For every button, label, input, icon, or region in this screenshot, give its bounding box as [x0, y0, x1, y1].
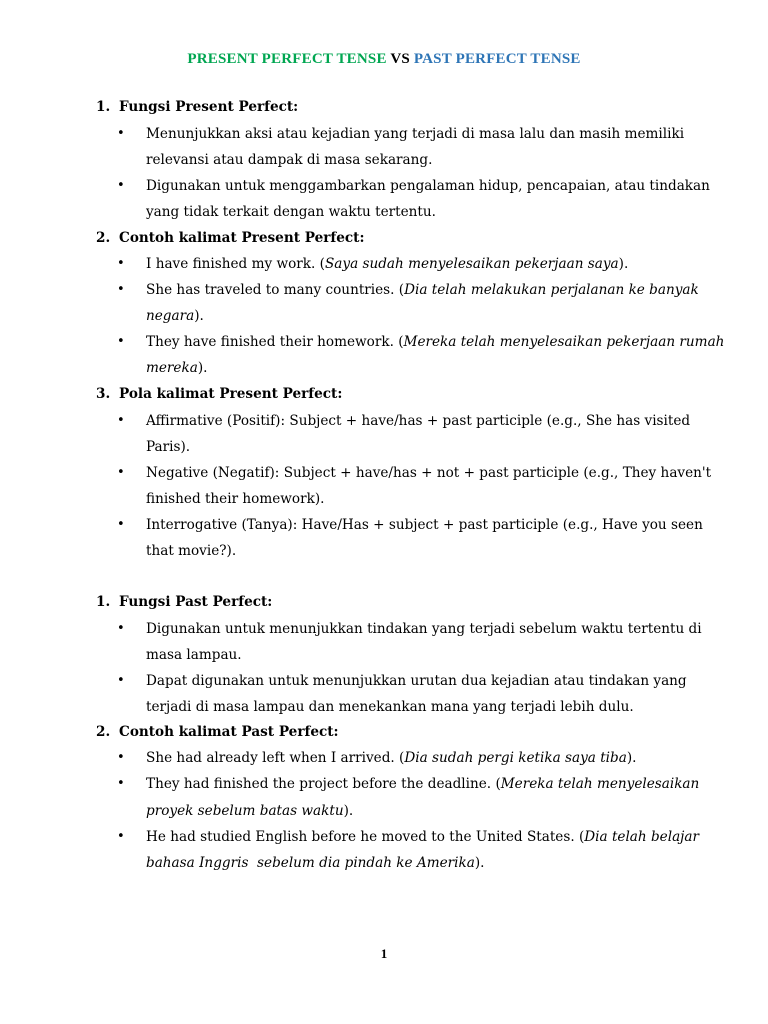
list-item: He had studied English before he moved to the United States. (Dia telah belajar: [146, 829, 699, 845]
section-number: 2.: [96, 230, 111, 246]
title-present-perfect: PRESENT PERFECT TENSE: [187, 51, 387, 67]
list-item-cont: bahasa Inggris sebelum dia pindah ke Amerika).: [146, 855, 485, 871]
list-item: Digunakan untuk menunjukkan tindakan yang terjadi sebelum waktu tertentu di: [146, 621, 702, 637]
list-item-cont: proyek sebelum batas waktu).: [146, 803, 354, 819]
list-item-cont: finished their homework).: [146, 491, 325, 507]
page-title: [0, 51, 768, 68]
bullet-icon: •: [117, 465, 125, 480]
section-heading: Contoh kalimat Past Perfect:: [119, 724, 339, 740]
list-item-cont: terjadi di masa lampau dan menekankan mana yang terjadi lebih dulu.: [146, 699, 634, 715]
list-item-cont: masa lampau.: [146, 647, 242, 663]
list-item-cont: negara).: [146, 308, 204, 324]
bullet-icon: •: [117, 126, 125, 141]
section-heading: Contoh kalimat Present Perfect:: [119, 230, 365, 246]
list-item: She had already left when I arrived. (Dia sudah pergi ketika saya tiba).: [146, 750, 637, 766]
bullet-icon: •: [117, 282, 125, 297]
list-item: They had finished the project before the deadline. (Mereka telah menyelesaikan: [146, 776, 700, 792]
list-item-cont: Paris).: [146, 439, 191, 455]
bullet-icon: •: [117, 750, 125, 765]
section-number: 1.: [96, 594, 111, 610]
section-number: 1.: [96, 99, 111, 115]
bullet-icon: •: [117, 256, 125, 271]
list-item-cont: mereka).: [146, 360, 208, 376]
list-item: Dapat digunakan untuk menunjukkan urutan dua kejadian atau tindakan yang: [146, 673, 687, 689]
title-vs: VS: [390, 51, 410, 67]
bullet-icon: •: [117, 621, 125, 636]
section-number: 3.: [96, 386, 111, 402]
list-item: They have finished their homework. (Mereka telah menyelesaikan pekerjaan rumah: [146, 334, 725, 350]
bullet-icon: •: [117, 413, 125, 428]
section-number: 2.: [96, 724, 111, 740]
list-item-cont: that movie?).: [146, 543, 237, 559]
list-item: She has traveled to many countries. (Dia telah melakukan perjalanan ke banyak: [146, 282, 699, 298]
bullet-icon: •: [117, 334, 125, 349]
page-number: 1: [380, 946, 388, 961]
title-past-perfect: PAST PERFECT TENSE: [413, 51, 581, 67]
list-item-cont: yang tidak terkait dengan waktu tertentu.: [146, 204, 436, 220]
bullet-icon: •: [117, 178, 125, 193]
bullet-icon: •: [117, 517, 125, 532]
section-heading: Fungsi Present Perfect:: [119, 99, 299, 115]
section-heading: Fungsi Past Perfect:: [119, 594, 273, 610]
list-item: Negative (Negatif): Subject + have/has + not + past participle (e.g., They haven't: [146, 465, 712, 481]
list-item-cont: relevansi atau dampak di masa sekarang.: [146, 152, 433, 168]
list-item: I have finished my work. (Saya sudah menyelesaikan pekerjaan saya).: [146, 256, 629, 272]
bullet-icon: •: [117, 776, 125, 791]
bullet-icon: •: [117, 829, 125, 844]
bullet-icon: •: [117, 673, 125, 688]
list-item: Affirmative (Positif): Subject + have/has + past participle (e.g., She has visited: [146, 413, 691, 429]
section-heading: Pola kalimat Present Perfect:: [119, 386, 343, 402]
list-item: Digunakan untuk menggambarkan pengalaman hidup, pencapaian, atau tindakan: [146, 178, 710, 194]
list-item: Menunjukkan aksi atau kejadian yang terjadi di masa lalu dan masih memiliki: [146, 126, 685, 142]
list-item: Interrogative (Tanya): Have/Has + subject + past participle (e.g., Have you seen: [146, 517, 703, 533]
